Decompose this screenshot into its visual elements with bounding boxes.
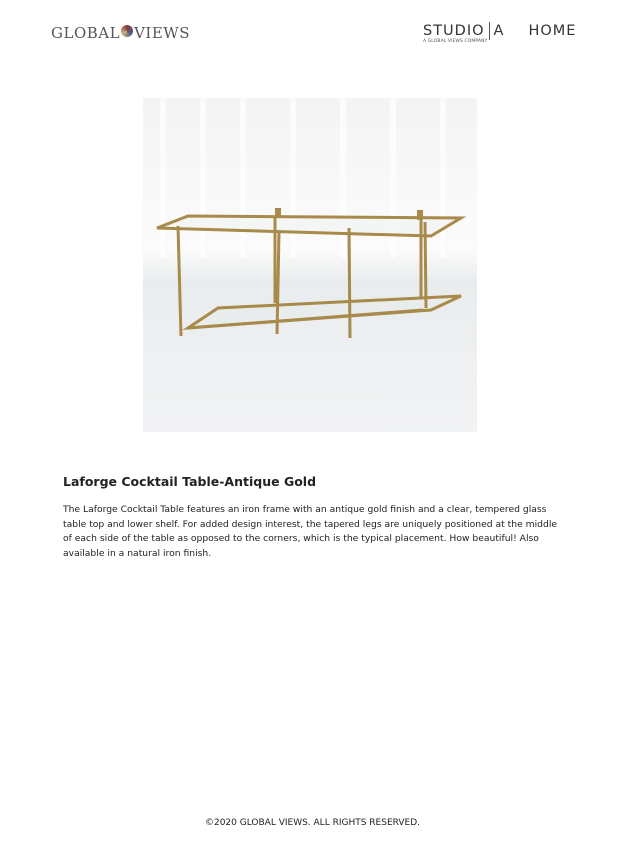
global-views-logo[interactable] (51, 24, 190, 42)
studio-a-home-logo[interactable] (423, 22, 576, 44)
globe-icon (121, 25, 133, 37)
logo-text-a: A (493, 23, 505, 39)
logo-divider (489, 22, 490, 40)
product-title: Laforge Cocktail Table-Antique Gold (63, 474, 317, 489)
logo-text-global: GLOBAL (51, 24, 121, 42)
product-image (143, 98, 477, 432)
logo-text-studio: STUDIO (423, 23, 485, 39)
logo-text-home: HOME (528, 23, 577, 39)
logo-tagline: A GLOBAL VIEWS COMPANY (423, 39, 488, 44)
product-description: The Laforge Cocktail Table features an iron frame with an antique gold finish and a clear, tempered glass table top and lower shelf. For added design interest, the tapered legs are uniquely positioned at the middle of each side of the table as opposed to the corners, which is the typical placement. How beautiful! Also available in a natural iron finish. (63, 504, 558, 559)
logo-text-views: VIEWS (134, 24, 190, 42)
copyright: ©2020 GLOBAL VIEWS. ALL RIGHTS RESERVED. (204, 818, 421, 828)
